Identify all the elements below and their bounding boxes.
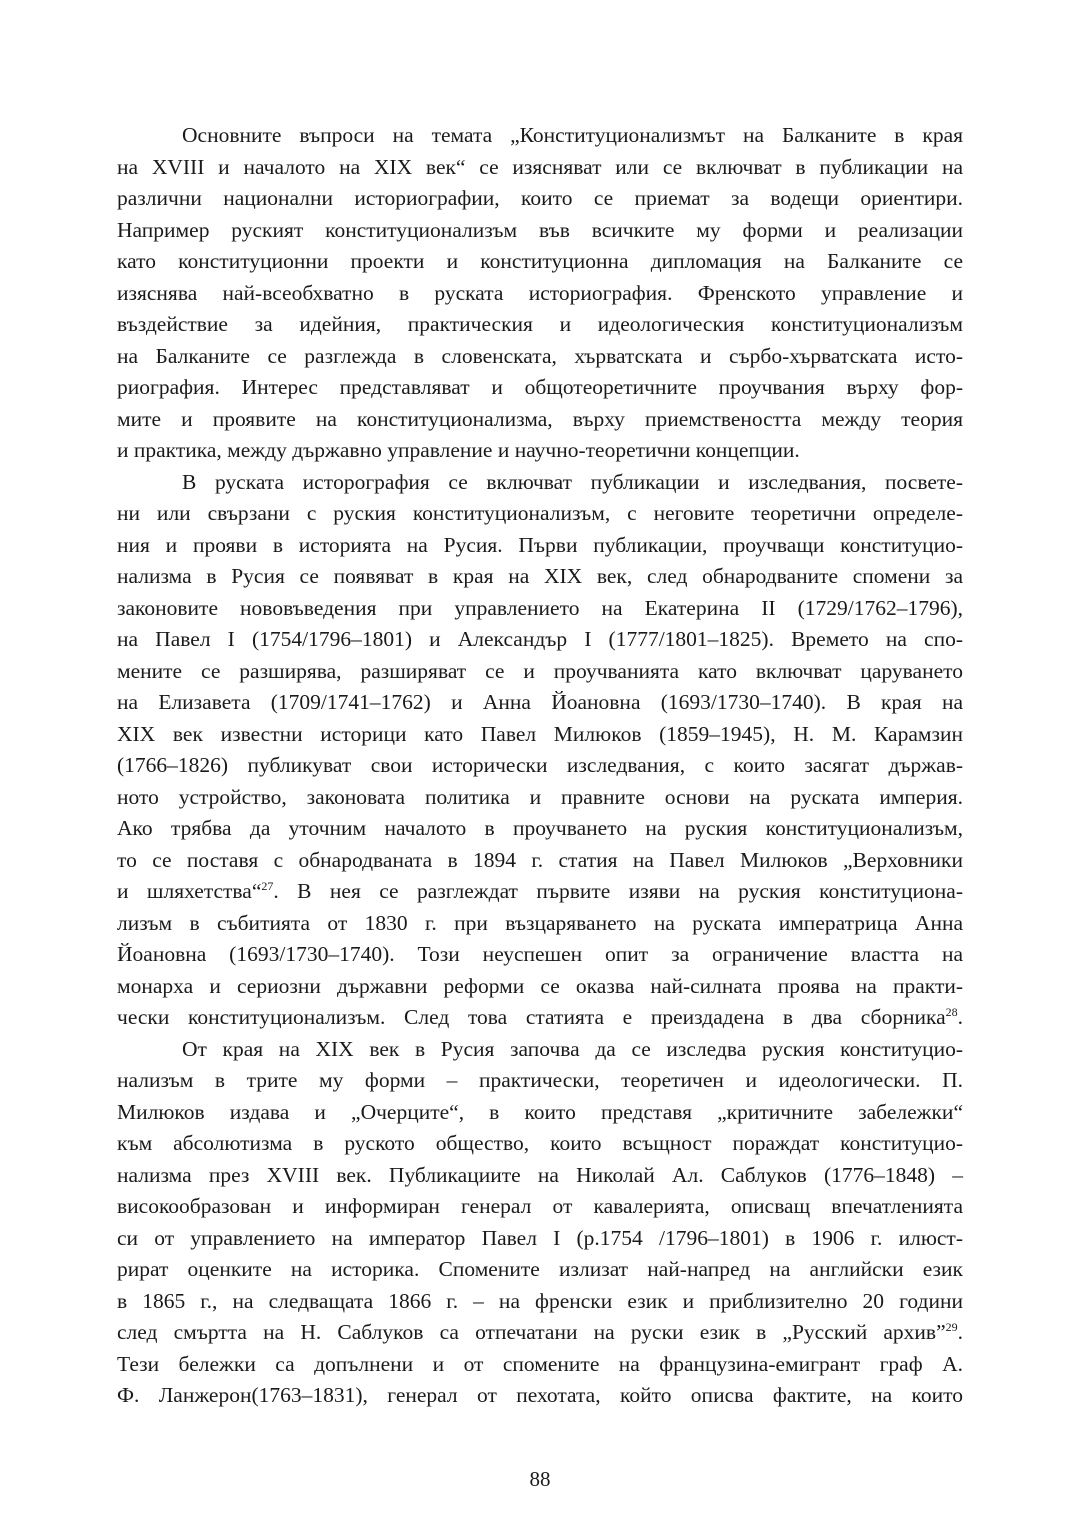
text-line: Йоановна (1693/1730–1740). Този неуспешен опит за ограничение властта на [117,942,963,966]
text-line: лизъм в събитията от 1830 г. при възцаряването на руската императрица Анна [117,910,963,935]
paragraph-2 [117,467,963,1034]
text-line: Основните въпроси на темата „Конституционализмът на Балканите в края [182,123,963,147]
text-line: нализма през XVIII век. Публикациите на Николай Ал. Саблуков (1776–1848) – [117,1162,963,1187]
paragraph-1 [117,120,963,467]
text-line: мените се разширява, разширяват се и проучванията като включват царуването [117,658,963,683]
text-line: Милюков издава и „Очерците“, в които представя „критичните забележки“ [117,1099,963,1124]
text-line: като конституционни проекти и конституционна дипломация на Балканите се [117,249,963,273]
text-line: Тези бележки са допълнени и от спомените на французина-емигрант граф А. [117,1351,963,1376]
text-line: ния и прояви в историята на Русия. Първи публикации, проучващи конституцио- [117,532,963,557]
paragraph-3 [117,1034,963,1412]
text-line: Ф. Ланжерон(1763–1831), генерал от пехотата, който описва фактите, на които [117,1383,963,1407]
text-line: ни или свързани с руския конституционализъм, с неговите теоретични определе- [117,501,963,525]
text-line: и шляхетства“$^{27}$. В нея се разглеждат първите изяви на руския конституциона- [117,878,963,903]
text-run: след смъртта на Н. Саблуков са отпечатани на руски език в „Русский архив” [117,1320,946,1344]
text-line: на Елизавета (1709/1741–1762) и Анна Йоановна (1693/1730–1740). В края на [117,690,963,714]
text-line: на Балканите се разглежда в словенската, хърватската и сърбо-хърватската исто- [117,343,963,368]
text-line: изяснява най-всеобхватно в руската историография. Френското управление и [117,280,963,305]
footnote-ref: 27 [261,878,274,893]
text-line: риография. Интерес представляват и общотеоретичните проучвания върху фор- [117,375,963,399]
text-line: Например руският конституционализъм във всичките му форми и реализации [117,217,963,242]
text-line: нализъм в трите му форми – практически, теоретичен и идеологически. П. [117,1068,963,1092]
text-line: нализма в Русия се появяват в края на XIX век, след обнародваните спомени за [117,564,963,588]
text-line: чески конституционализъм. След това статията е преиздадена в два сборника$^{28}$. [117,1004,963,1029]
text-run: В нея се разглеждат първите изяви на руския конституциона- [297,879,963,903]
text-line: монарха и сериозни държавни реформи се оказва най-силната проява на практи- [117,973,963,998]
text-line: Ако трябва да уточним началото в проучването на руския конституционализъм, [117,816,963,840]
text-line: различни национални историографии, които се приемат за водещи ориентири. [117,186,963,210]
text-line: високообразован и информиран генерал от кавалерията, описващ впечатленията [117,1194,963,1218]
text-line: си от управлението на император Павел I (р.1754 /1796–1801) в 1906 г. илюст- [117,1225,963,1250]
text-line: към абсолютизма в руското общество, които всъщност пораждат конституцио- [117,1131,963,1155]
text-line: в 1865 г., на следващата 1866 г. – на френски език и приблизително 20 години [117,1288,963,1313]
text-line: В руската истoрография се включват публикации и изследвания, посвете- [182,469,963,494]
text-line: законовите нововъведения при управлението на Екатерина II (1729/1762–1796), [117,595,963,620]
text-line: рират оценките на историка. Спомените излизат най-напред на английски език [117,1257,963,1281]
text-line: на XVIII и началото на XIX век“ се изясняват или се включват в публикации на [117,154,963,179]
footnote-ref: 28 [945,1004,958,1019]
text-line: ното устройство, законовата политика и правните основи на руската империя. [117,784,963,809]
body-text [117,120,963,1412]
text-line: и практика, между държавно управление и научно-теоретични концепции. [117,438,800,462]
text-line: XIX век известни историци като Павел Милюков (1859–1945), Н. М. Карамзин [117,721,963,746]
text-line: мите и проявите на конституционализма, върху приемствеността между теория [117,406,963,431]
text-run: и шляхетства“ [117,879,262,903]
footnote-ref: 29 [945,1319,958,1334]
text-line: на Павел I (1754/1796–1801) и Александър I (1777/1801–1825). Времето на спо- [117,627,963,651]
text-run: чески конституционализъм. След това статията е преиздадена в два сборника [117,1005,946,1029]
text-line: (1766–1826) публикуват свои исторически изследвания, с които засягат държав- [117,753,963,777]
text-line: От края на XIX век в Русия започва да се изследва руския конституцио- [182,1036,963,1061]
text-line: след смъртта на Н. Саблуков са отпечатани на руски език в „Русский архив”$^{29}$. [117,1319,963,1344]
page-number: 88 [529,1467,551,1491]
text-line: въздействие за идейния, практическия и идеологическия конституционализъм [117,312,963,336]
text-line: то се поставя с обнародваната в 1894 г. статия на Павел Милюков „Верховники [117,847,963,872]
